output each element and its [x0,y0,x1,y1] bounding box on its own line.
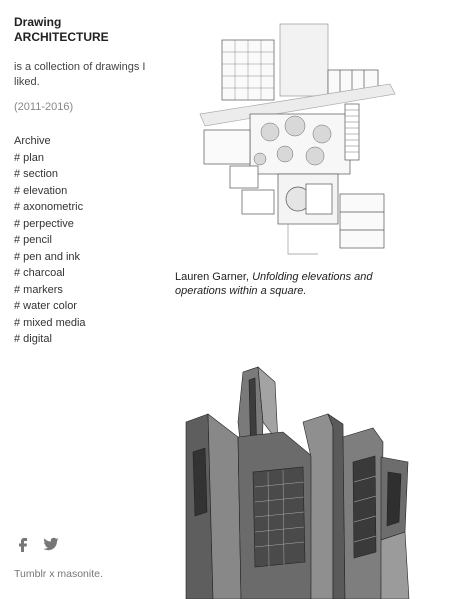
footer-credit[interactable]: Tumblr x masonite. [14,568,103,580]
site-title-line2: ARCHITECTURE [14,30,109,44]
site-plan-drawing [190,14,420,262]
post-image-site-plan[interactable] [190,14,420,262]
nav-tag-markers[interactable]: # markers [14,283,63,296]
nav-tag-mixed-media[interactable]: # mixed media [14,316,86,329]
twitter-icon[interactable] [42,535,60,553]
tag-nav [14,133,164,348]
axonometric-drawing [183,362,418,599]
nav-tag-pencil[interactable]: # pencil [14,234,52,246]
post-title: Unfolding elevations and operations within a square. [175,271,373,297]
sidebar [14,15,164,348]
site-title[interactable] [14,15,164,45]
nav-tag-elevation[interactable]: # elevation [14,184,68,197]
nav-tag-section[interactable]: # section [14,168,59,180]
facebook-icon[interactable] [14,535,32,553]
site-description: is a collection of drawings I liked. [14,61,146,88]
nav-tag-pen-and-ink[interactable]: # pen and ink [14,250,81,263]
site-title-line1: Drawing [14,15,62,29]
social-links [14,535,60,553]
nav-tag-digital[interactable]: # digital [14,333,52,345]
nav-tag-plan[interactable]: # plan [14,151,44,164]
post-caption [175,270,395,298]
nav-tag-water-color[interactable]: # water color [14,300,77,312]
site-years: (2011-2016) [14,101,74,113]
nav-tag-charcoal[interactable]: # charcoal [14,267,65,279]
nav-archive[interactable]: Archive [14,135,51,147]
nav-tag-perpective[interactable]: # perpective [14,217,74,230]
nav-tag-axonometric[interactable]: # axonometric [14,201,84,213]
post-image-axonometric[interactable] [183,362,418,599]
post-author[interactable]: Lauren Garner, [175,271,249,283]
